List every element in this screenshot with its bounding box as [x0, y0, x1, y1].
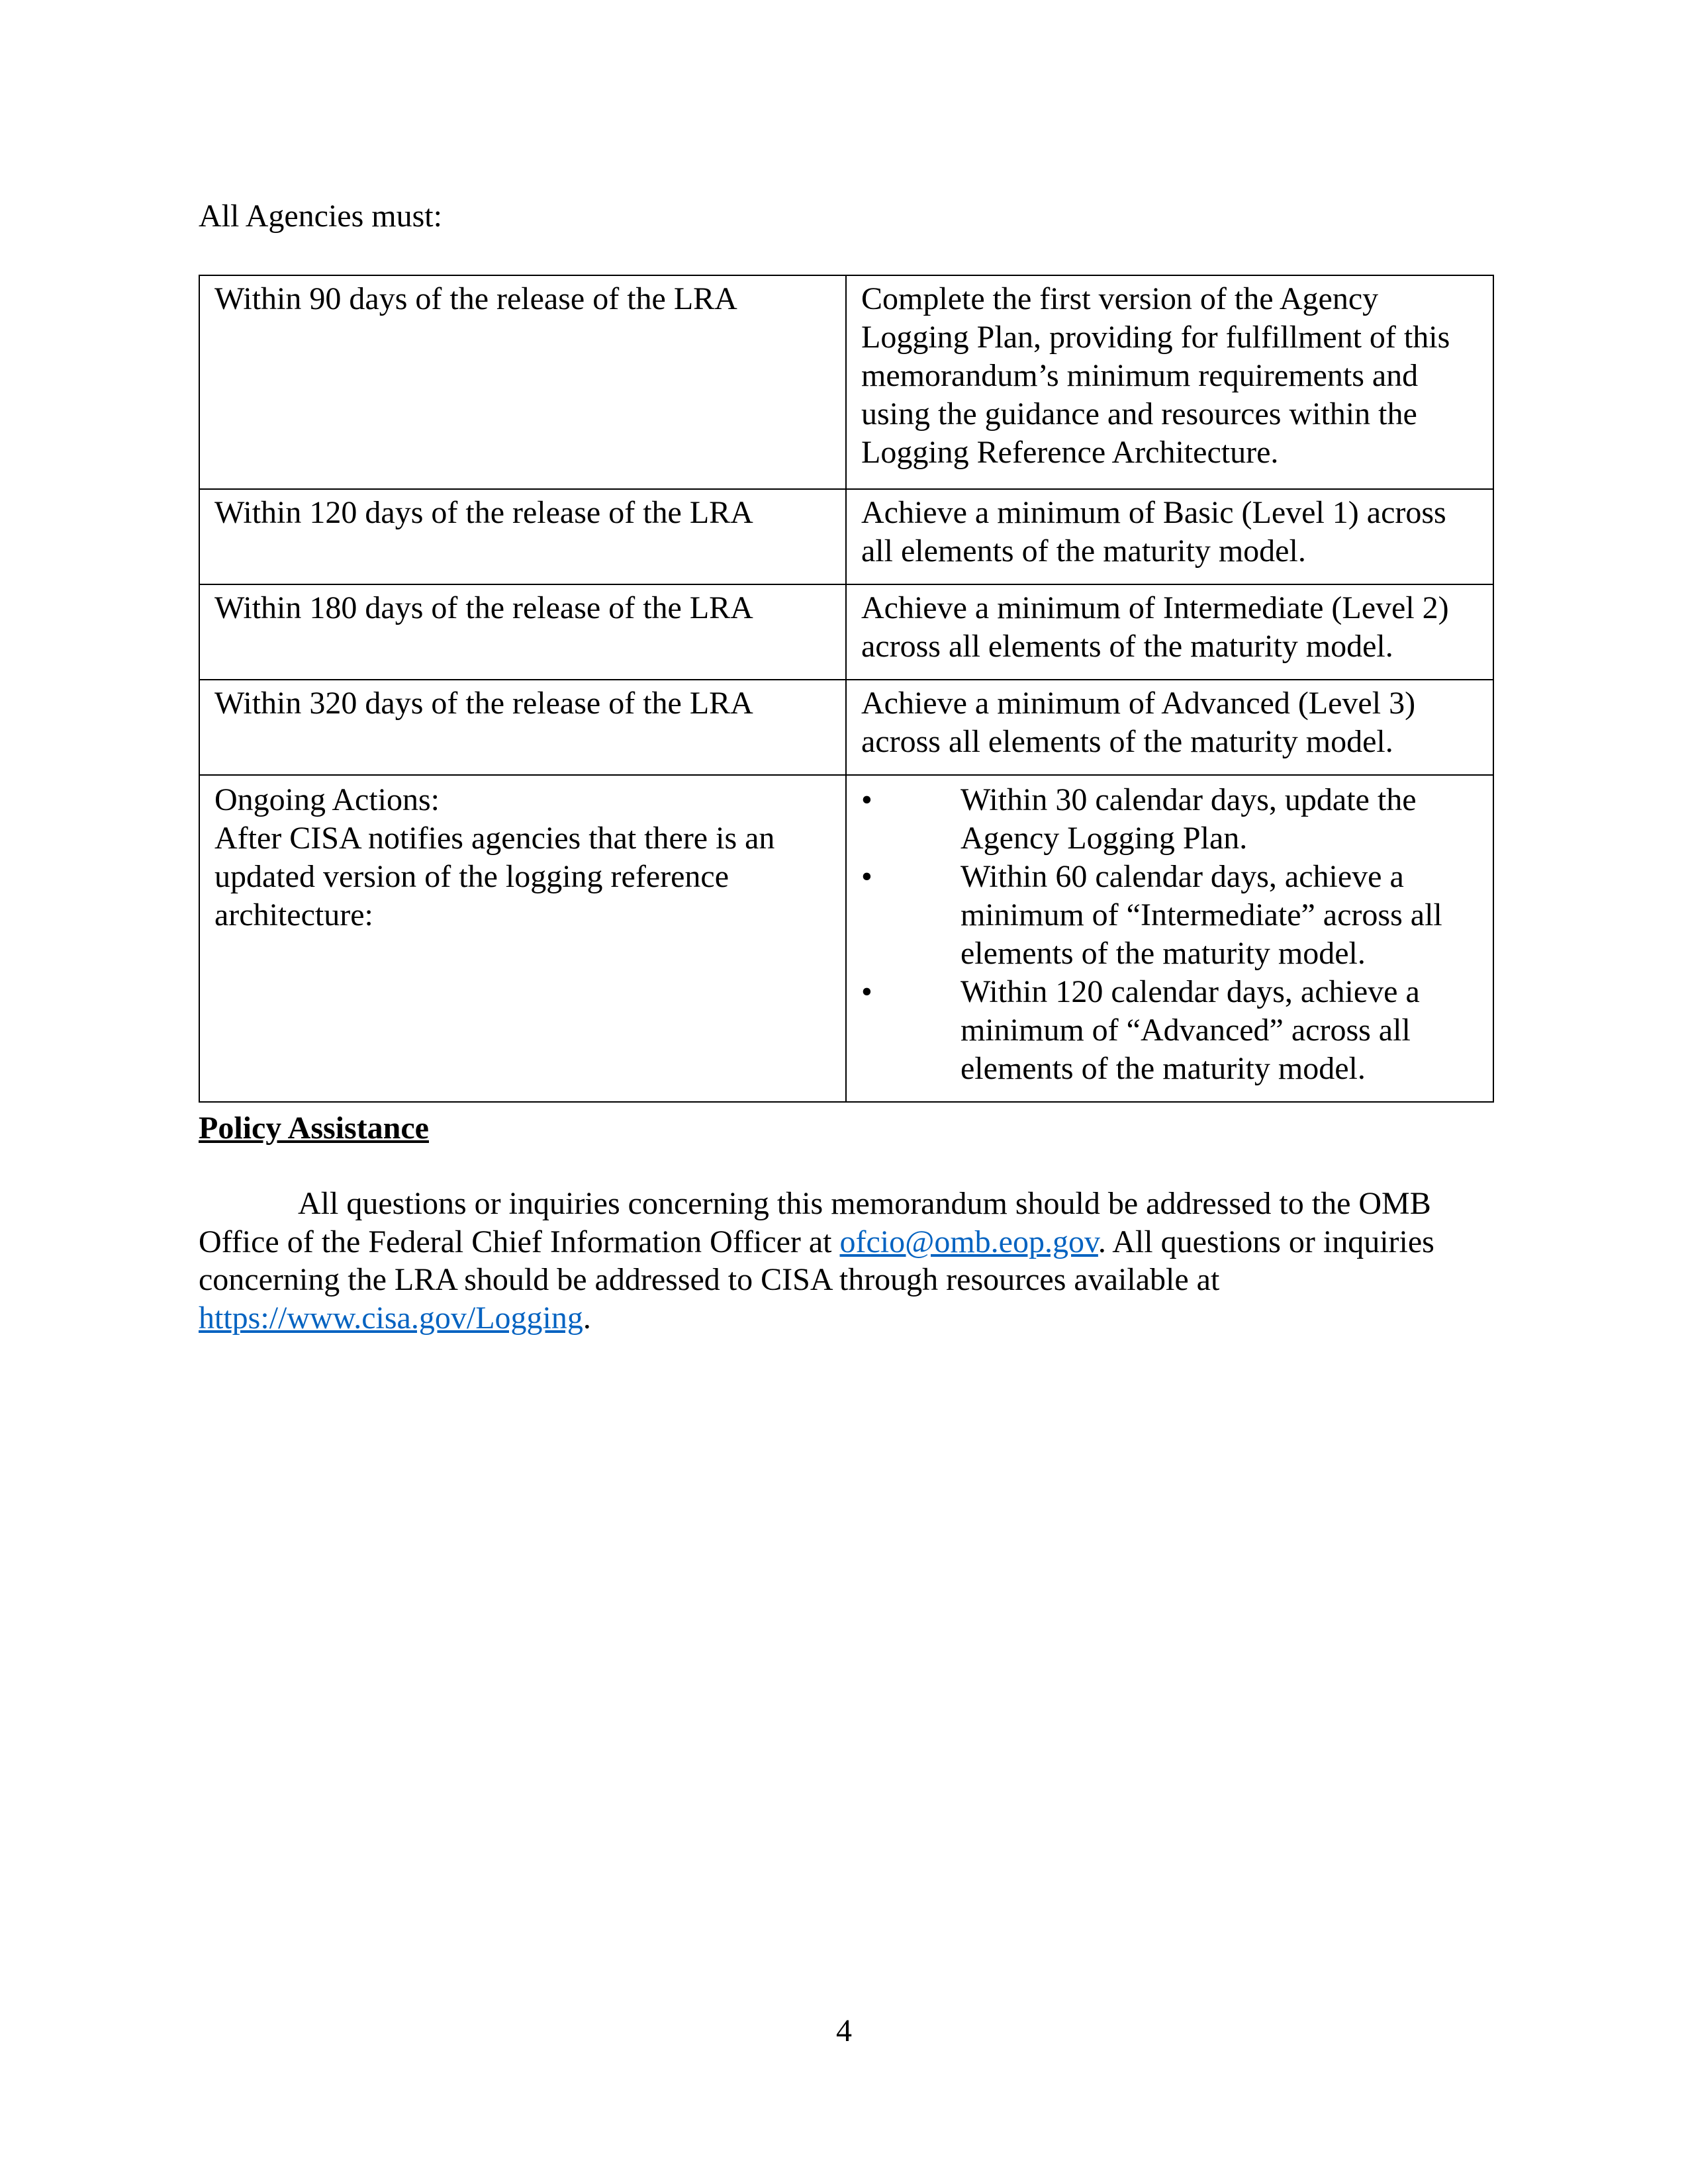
policy-assistance-paragraph — [199, 1185, 1493, 1337]
timeframe-cell — [199, 680, 846, 775]
list-item — [861, 781, 1479, 858]
table-row — [199, 584, 1493, 680]
action-text: Achieve a minimum of Intermediate (Level 2) across all elements of the maturity model. — [861, 590, 1449, 664]
bullet-icon: • — [861, 782, 872, 817]
action-text: Complete the first version of the Agency Logging Plan, providing for fulfillment of this memorandum’s minimum requirements and using the guidance and resources within the Logging Reference Architecture. — [861, 281, 1450, 470]
cisa-logging-link[interactable]: https://www.cisa.gov/Logging — [199, 1300, 583, 1336]
timeframe-text: Within 120 days of the release of the LRA — [214, 495, 753, 530]
table-row — [199, 489, 1493, 584]
email-link[interactable]: ofcio@omb.eop.gov — [839, 1224, 1098, 1259]
paragraph-text: . — [583, 1300, 591, 1336]
table-row — [199, 275, 1493, 489]
timeframe-text: Within 320 days of the release of the LRA — [214, 686, 753, 721]
section-heading: Policy Assistance — [199, 1111, 429, 1146]
timeframe-text: Within 90 days of the release of the LRA — [214, 281, 737, 316]
list-item-text: Within 120 calendar days, achieve a minimum of “Advanced” across all elements of the maturity model. — [961, 974, 1420, 1086]
table-row — [199, 775, 1493, 1102]
action-cell — [846, 584, 1493, 680]
timeframe-text: After CISA notifies agencies that there is an updated version of the logging reference architecture: — [214, 821, 775, 933]
requirements-table — [199, 275, 1494, 1103]
action-text: Achieve a minimum of Advanced (Level 3) across all elements of the maturity model. — [861, 686, 1416, 759]
timeframe-text: Within 180 days of the release of the LRA — [214, 590, 753, 625]
action-cell — [846, 275, 1493, 489]
timeframe-cell — [199, 775, 846, 1102]
bullet-icon: • — [861, 859, 872, 894]
list-item-text: Within 60 calendar days, achieve a minimum of “Intermediate” across all elements of the maturity model. — [961, 859, 1442, 971]
action-cell — [846, 775, 1493, 1102]
timeframe-cell — [199, 489, 846, 584]
timeframe-cell — [199, 275, 846, 489]
action-cell — [846, 680, 1493, 775]
action-text: Achieve a minimum of Basic (Level 1) across all elements of the maturity model. — [861, 495, 1446, 569]
ongoing-actions-list — [861, 781, 1479, 1088]
list-item — [861, 973, 1479, 1088]
ongoing-heading: Ongoing Actions: — [214, 782, 440, 817]
intro-text: All Agencies must: — [199, 199, 442, 234]
paragraph-text: . All questions or inquiries concerning the LRA should be addressed to CISA through resources available at — [199, 1224, 1434, 1297]
bullet-icon: • — [861, 974, 872, 1009]
list-item-text: Within 30 calendar days, update the Agency Logging Plan. — [961, 782, 1417, 856]
timeframe-cell — [199, 584, 846, 680]
list-item — [861, 858, 1479, 973]
action-cell — [846, 489, 1493, 584]
page-number: 4 — [836, 2013, 852, 2048]
paragraph-text: All questions or inquiries concerning this memorandum should be addressed to the OMB Office of the Federal Chief Information Officer at — [199, 1186, 1431, 1259]
table-row — [199, 680, 1493, 775]
